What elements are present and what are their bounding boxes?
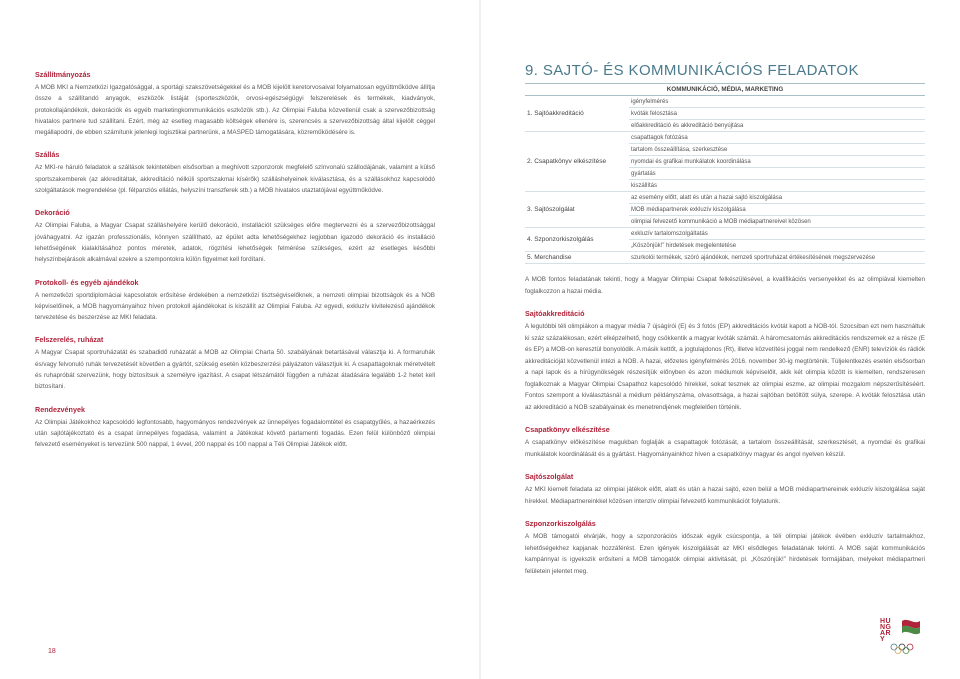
section-body: A nemzetközi sportdiplomáciai kapcsolatok erősítése érdekében a nemzetközi tisztségviselőknek, a nemzeti olimpiai bizottságok és a NOB képviselőinek, a MOB hagyományaihoz híven protokoll ajándékokat is kiszállít az Olimpiai Faluba. Az egyedi, exkluzív kivitelezésű ajándékok tervezetése és beszerzése az MKI feladata.	[35, 291, 435, 322]
intro-text: A MOB fontos feladatának tekinti, hogy a Magyar Olimpiai Csapat felkészülésével, a kvalifikációs versenyekkel és az olimpiával kiemelten foglalkozzon a hazai média.	[525, 276, 925, 295]
section-body: Az MKI kiemelt feladata az olimpiai játékok előtt, alatt és után a hazai sajtó, ezen belül a MOB médiapartnereinek exkluzív kiszolgálása saját hírekkel. Médiapartnereinkkel közösen intenzív olimpiai felvezető kommunikációt folytatunk.	[525, 486, 925, 505]
table-item: tartalom összeállítása, szerkesztése	[629, 144, 925, 156]
flag-emblem-icon	[900, 617, 922, 639]
table-category: 3. Sajtószolgálat	[525, 192, 629, 228]
table-header: KOMMUNIKÁCIÓ, MÉDIA, MARKETING	[525, 84, 925, 96]
section-body: A MOB támogatói elvárják, hogy a szponzorációs időszak egyik csúcspontja, a téli olimpiai játékok évében exkluzív tartalmakhoz, lehetőségekhez kapjanak hozzáférést. Ezen igények kiszolgálását az MKI elsődleges feladatának tekinti. A MOB saját kommunikációs kampánnyal is igyekszik erősíteni a MOB támogatók olimpiai aktivitását, pl. „Köszönjük!” hirdetések formájában, melyeket médiapartneri felületein jelentet meg.	[525, 533, 925, 575]
table-item: gyártatás	[629, 168, 925, 180]
olympic-rings-icon	[890, 643, 914, 655]
section-body: A legutóbbi téli olimpiákon a magyar média 7 újságírói (E) és 3 fotós (EP) akkreditációs kvótát kapott a NOB-tól. Szocsiban ezt nem használtuk ki száz százalékosan, ezért elképzelhető, hogy csökkentik a magyar kvóták számát. A háromcsatornás akkreditációs rendszernek ez a része (E és EP) a MOB-on keresztül bonyolódik. A másik kettőt, a jogtulajdonos (Rt), illetve közvetítési joggal nem rendelkező (ENR) televíziók és rádiók akkreditációját közvetlenül intézi a NOB. A hazai, előzetes igényfelmérés 2016. november 30-ig megtörténik. Túljelentkezés esetén elsősorban a napi lapok és a hírügynökségek részesítjük előnyben és azon médiumok képviselőit, akik két olimpia között is kiemelten, rendszeresen foglalkoznak a Magyar Olimpiai Csapathoz kapcsolódó hírekkel, sokat tesznek az olimpiai eszme, az olimpiai mozgalom népszerűsítéséért. Fontos szempont a kiválasztásnál a médium példányszáma, olvasottsága, a hazai sajtóban betöltött súlya, szerepe. A kvóták felosztása után az akkreditáció a NOB szabályainak és menetrendjének megfelelően történik.	[525, 323, 925, 411]
table-item: kiszállítás	[629, 180, 925, 192]
right-page-column	[525, 62, 925, 589]
text-section	[525, 472, 925, 507]
table-item: exkluzív tartalomszolgáltatás	[629, 228, 925, 240]
section-body: Az Olimpiai Játékokhoz kapcsolódó legfontosabb, hagyományos rendezvények az ünnepélyes fogadalomtétel és csapatgyűlés, a hazaérkezés után sajtótájékoztató és a csapat ünnepélyes fogadása, valamint a Játékokat követő parlamenti fogadás. Ezen felül különböző olimpiai felvezető eseményeket is tervezünk 500 nappal, 1 évvel, 200 nappal és 100 nappal a Téli Olimpiai Játékok előtt.	[35, 418, 435, 449]
section-body: Az MKI-re háruló feladatok a szállások tekintetében elsősorban a meghívott szponzorok megfelelő színvonalú szállodájának, valamint a külső sportszakemberek (az akkreditáltak, akkreditáció nélküli sportszakmai kísérők) szálláshelyeinek kiválasztása, és a szállásokhoz kapcsolódó szolgáltatások megrendelése (pl. félpanziós ellátás, helyszíni transzferek stb.) a MOB hivatalos utaztatójával együttműködve.	[35, 164, 435, 195]
table-row	[525, 228, 925, 240]
text-section	[525, 309, 925, 413]
right-sections	[525, 309, 925, 577]
section-heading: Protokoll- és egyéb ajándékok	[35, 277, 139, 287]
table-item: „Köszönjük!” hirdetések megjelentetése	[629, 240, 925, 252]
table-item: MOB médiapartnerek exkluzív kiszolgálása	[629, 204, 925, 216]
text-section	[35, 278, 435, 324]
table-category: 2. Csapatkönyv elkészítése	[525, 132, 629, 192]
section-body: A csapatkönyv előkészítése magukban foglalják a csapattagok fotózását, a tartalom összeállítását, szerkesztését, a nyomdai és grafikai munkálatok koordinálását és a gyártást. Hagyományainkhoz híven a csapatkönyv magyar és angol nyelven készül.	[525, 439, 925, 458]
section-heading: Dekoráció	[35, 208, 70, 218]
text-section	[35, 70, 435, 138]
page-title: 9. SAJTÓ- ÉS KOMMUNIKÁCIÓS FELADATOK	[525, 62, 859, 79]
text-section	[35, 405, 435, 451]
table-item: nyomdai és grafikai munkálatok koordinálása	[629, 156, 925, 168]
section-heading: Szponzorkiszolgálás	[525, 519, 596, 528]
page-number: 18	[48, 648, 56, 655]
communication-table	[525, 83, 925, 264]
hungary-olympic-logo	[880, 617, 920, 659]
table-category: 4. Szponzorkiszolgálás	[525, 228, 629, 252]
text-section	[525, 425, 925, 460]
table-category: 5. Merchandise	[525, 252, 629, 264]
table-item: igényfelmérés	[629, 96, 925, 108]
table-item: olimpiai felvezető kommunikáció a MOB médiapartnereivel közösen	[629, 216, 925, 228]
text-section	[525, 519, 925, 577]
section-heading: Sajtóakkreditáció	[525, 309, 585, 318]
section-body: A MOB MKI a Nemzetközi Igazgatósággal, a sportági szakszövetségekkel és a MOB kijelölt keretorvosaival folyamatosan együttműködve állítja össze a szállítandó anyagok, eszközök listáját (sporteszközök, orvosi-egészségügyi felszerelések és termékek, kiadványok, protokollajándékok, dekorációk és egyéb marketingkommunikációs eszközök stb.). Az Olimpiai Faluba közvetlenül csak a szervezőbizottság hivatalos partnere tud szállítani. Ezért, még az esetleg magasabb költségek ellenére is, szerencsés a szervezőbizottság által kijelölt céggel megállapodni, de ebben számítunk jelenlegi logisztikai partnerünk, a MASPED támogatására, közreműködésére is.	[35, 84, 435, 137]
table-row	[525, 96, 925, 108]
text-section	[35, 208, 435, 265]
section-heading: Csapatkönyv elkészítése	[525, 425, 610, 434]
table-item: előakkreditáció és akkreditáció benyújtása	[629, 120, 925, 132]
section-heading: Felszerelés, ruházat	[35, 335, 104, 345]
section-heading: Rendezvények	[35, 404, 85, 414]
section-heading: Szállítmányozás	[35, 70, 91, 79]
table-row	[525, 252, 925, 264]
text-section	[35, 150, 435, 196]
text-section	[35, 335, 435, 392]
table-item: kvóták felosztása	[629, 108, 925, 120]
table-item: szurkolói termékek, szóró ajándékok, nemzeti sportruházat értékesítésének megszervezése	[629, 252, 925, 264]
section-body: A Magyar Csapat sportruházatát és szabadidő ruházatát a MOB az Olimpiai Charta 50. szabályának betartásával választja ki. A formaruhák és/vagy felvonuló ruhák tervezetését követően a gyártót, szükség esetén közbeszerzési pályázaton választjuk ki. A csapattagoknak méretvételt és ruhapróbát szervezünk, hogy biztosítsuk a személyre igazítást. A csapat létszámától függően a ruházat átadására legalább 1-2 hetet kell biztosítani.	[35, 349, 435, 391]
intro-paragraph	[525, 274, 925, 297]
table-category: 1. Sajtóakkreditáció	[525, 96, 629, 132]
left-page-column	[35, 70, 435, 463]
table-item: csapattagok fotózása	[629, 132, 925, 144]
section-body: Az Olimpiai Faluba, a Magyar Csapat szálláshelyére kerülő dekoráció, installációt szükséges előre megtervezni és a szervezőbizottsággal jóváhagyatni. Az igazán professzionális, könnyen szállítható, az épület adta lehetőségekhez legjobban igazodó dekoráció és installáció lehetőségének kialakításához pontos méretek, adatok, rögzítési lehetőségek felmérése szükséges, ezért az esetleges későbbi helyszínbejárások alkalmával ezekre a szempontokra külön figyelmet kell fordítani.	[35, 222, 435, 264]
table-item: az esemény előtt, alatt és után a hazai sajtó kiszolgálása	[629, 192, 925, 204]
section-heading: Sajtószolgálat	[525, 472, 574, 481]
table-row	[525, 192, 925, 204]
logo-text-image: HU NG AR Y	[880, 618, 892, 643]
page-divider	[479, 0, 481, 679]
section-heading: Szállás	[35, 150, 60, 160]
table-row	[525, 132, 925, 144]
